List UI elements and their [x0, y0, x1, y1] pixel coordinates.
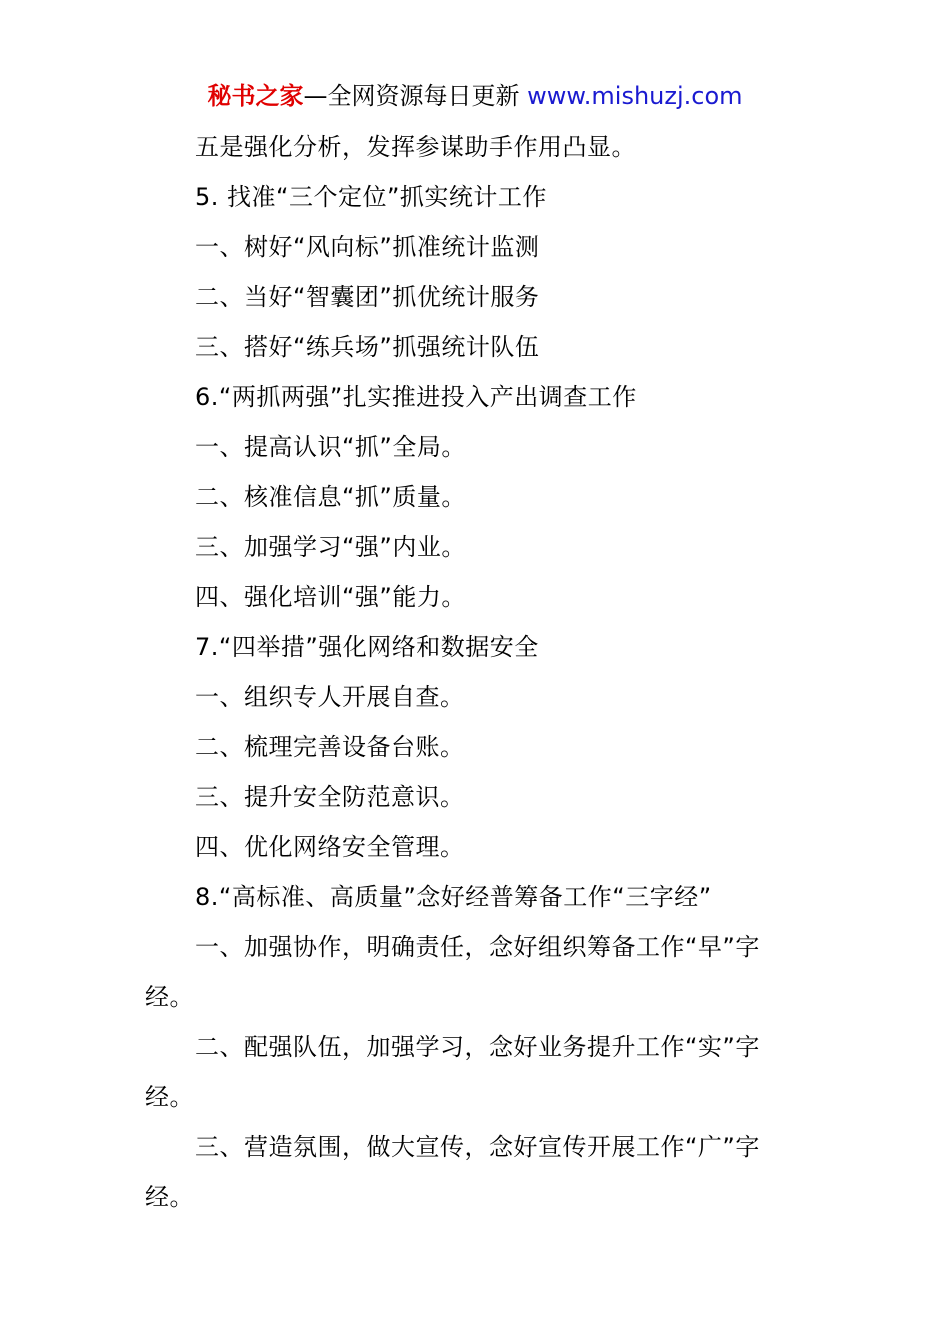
heading-section-6: 6.“两抓两强”扎实推进投入产出调查工作 — [195, 383, 637, 411]
list-item: 四、优化网络安全管理。 — [195, 833, 465, 861]
list-item: 二、梳理完善设备台账。 — [195, 733, 465, 761]
list-item: 三、搭好“练兵场”抓强统计队伍 — [195, 333, 540, 361]
heading-section-8: 8.“高标准、高质量”念好经普筹备工作“三字经” — [195, 883, 712, 911]
site-tagline: —全网资源每日更新 — [303, 82, 528, 110]
list-item: 二、配强队伍，加强学习，念好业务提升工作“实”字经。 — [145, 1033, 760, 1111]
list-item: 一、组织专人开展自查。 — [195, 683, 465, 711]
document-body — [145, 122, 805, 1222]
heading-section-7: 7.“四举措”强化网络和数据安全 — [195, 633, 539, 661]
site-url-link[interactable]: www.mishuzj.com — [527, 82, 743, 110]
list-item: 三、加强学习“强”内业。 — [195, 533, 466, 561]
list-item: 四、强化培训“强”能力。 — [195, 583, 466, 611]
list-item: 二、当好“智囊团”抓优统计服务 — [195, 283, 540, 311]
list-item: 三、提升安全防范意识。 — [195, 783, 465, 811]
list-item: 一、树好“风向标”抓准统计监测 — [195, 233, 540, 261]
heading-section-5: 5. 找准“三个定位”抓实统计工作 — [195, 183, 547, 211]
list-item: 二、核准信息“抓”质量。 — [195, 483, 466, 511]
site-brand: 秘书之家 — [207, 82, 304, 110]
paragraph-analysis: 五是强化分析，发挥参谋助手作用凸显。 — [195, 133, 636, 161]
list-item: 一、提高认识“抓”全局。 — [195, 433, 466, 461]
list-item: 一、加强协作，明确责任，念好组织筹备工作“早”字经。 — [145, 933, 760, 1011]
site-header — [0, 78, 950, 114]
list-item: 三、营造氛围，做大宣传，念好宣传开展工作“广”字经。 — [145, 1133, 760, 1211]
